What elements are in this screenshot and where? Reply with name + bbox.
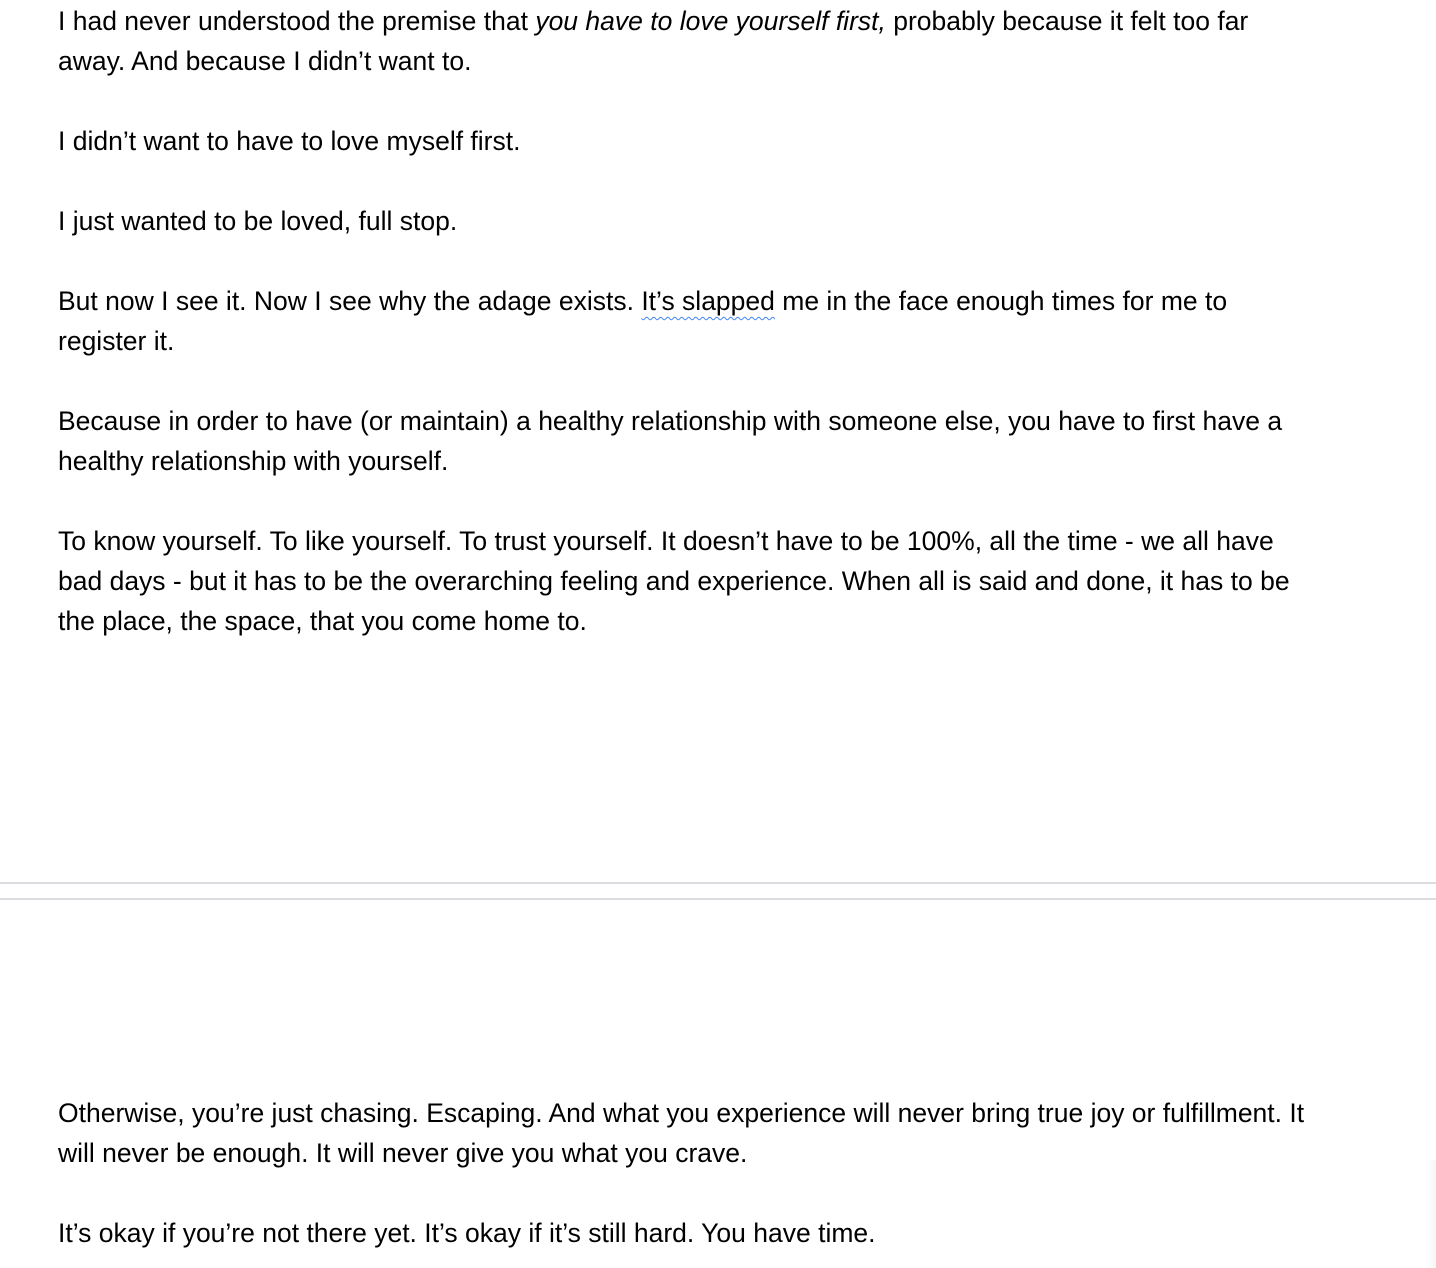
- paragraph[interactable]: [58, 281, 1308, 361]
- text-run: To know yourself. To like yourself. To trust yourself. It doesn’t have to be 100%, all the time - we all have bad days - but it has to be the overarching feeling and experience. When all is said and done, it has to be the place, the space, that you come home to.: [58, 526, 1290, 636]
- italic-text-run: you have to love yourself first,: [535, 6, 886, 36]
- text-run: Otherwise, you’re just chasing. Escaping. And what you experience will never bring true joy or fulfillment. It will never be enough. It will never give you what you crave.: [58, 1098, 1305, 1168]
- text-run: I just wanted to be loved, full stop.: [58, 206, 458, 236]
- text-run: me in the face enough times for me to register it.: [58, 286, 1228, 356]
- paragraph[interactable]: [58, 401, 1308, 481]
- paragraph[interactable]: [58, 1, 1308, 81]
- paragraph[interactable]: [58, 521, 1308, 641]
- paragraph[interactable]: [58, 1213, 1308, 1253]
- page-break: [0, 882, 1436, 900]
- text-run: I didn’t want to have to love myself first.: [58, 126, 521, 156]
- document-page-2[interactable]: [0, 900, 1436, 1268]
- paragraph[interactable]: [58, 121, 1308, 161]
- text-run: But now I see it. Now I see why the adage exists.: [58, 286, 642, 316]
- paragraph[interactable]: [58, 1093, 1308, 1173]
- text-run: Because in order to have (or maintain) a healthy relationship with someone else, you have to first have a healthy relationship with yourself.: [58, 406, 1283, 476]
- paragraph[interactable]: [58, 201, 1308, 241]
- spellcheck-flagged-text[interactable]: It’s slapped: [641, 286, 775, 316]
- scroll-edge-shadow: [1426, 1160, 1436, 1268]
- text-run: probably because it felt too far away. And because I didn’t want to.: [58, 6, 1249, 76]
- text-run: I had never understood the premise that: [58, 6, 536, 36]
- text-run: It’s okay if you’re not there yet. It’s okay if it’s still hard. You have time.: [58, 1218, 876, 1248]
